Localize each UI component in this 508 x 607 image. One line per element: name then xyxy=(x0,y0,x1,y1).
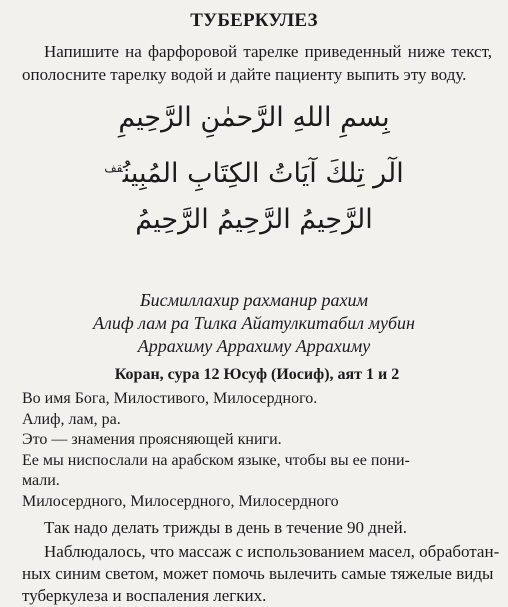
transliteration-line: Аррахиму Аррахиму Аррахиму xyxy=(137,336,371,356)
translation-line: мали. xyxy=(22,472,60,489)
translation-line: Алиф, лам, ра. xyxy=(22,410,121,428)
quran-reference-heading: Коран, сура 12 Юсуф (Иосиф), аят 1 и 2 xyxy=(114,366,400,383)
arabic-text: الرَّحِيمُ الرَّحِيمُ الرَّحِيمُ xyxy=(135,204,373,235)
translation-line: Во имя Бога, Милостивого, Милосердного. xyxy=(22,390,318,407)
page-title: ТУБЕРКУЛЕЗ xyxy=(190,10,318,31)
translation-line: Милосердного, Милосердного, Милосердного xyxy=(22,492,339,510)
arabic-text: بِسمِ اللهِ الرَّحمٰنِ الرَّحِيمِ xyxy=(118,102,390,133)
arabic-text: الٓر تِلكَ آيَاتُ الكِتَابِ المُبِينُ xyxy=(122,158,404,189)
arabic-line-rahim xyxy=(0,200,508,240)
observation-line: Наблюдалось, что массаж с использованием масел, обработан- xyxy=(44,542,500,561)
instruction-note: Так надо делать трижды в день в течение 90 дней. xyxy=(44,518,407,537)
observation-line: ных синим светом, может помочь вылечить самые тяжелые виды xyxy=(22,564,494,583)
transliteration-line: Бисмиллахир рахманир рахим xyxy=(140,290,368,310)
observation-line: туберкулеза и воспаления легких. xyxy=(22,586,267,605)
intro-paragraph: Напишите на фарфоровой тарелке приведенный ниже текст, ополосните тарелку водой и дайте пациенту выпить эту воду. xyxy=(22,42,492,84)
observation-paragraph xyxy=(22,541,502,607)
translation-line: Ее мы ниспослали на арабском языке, чтобы вы ее пони- xyxy=(22,451,410,469)
translation-block xyxy=(22,389,410,512)
arabic-pause-mark: قف xyxy=(104,161,123,175)
transliteration-line: Алиф лам ра Тилка Айатулкитабил мубин xyxy=(93,313,415,333)
arabic-line-verse xyxy=(0,148,508,194)
translation-line: Это — знамения проясняющей книги. xyxy=(22,431,282,448)
arabic-line-basmala xyxy=(0,98,508,138)
